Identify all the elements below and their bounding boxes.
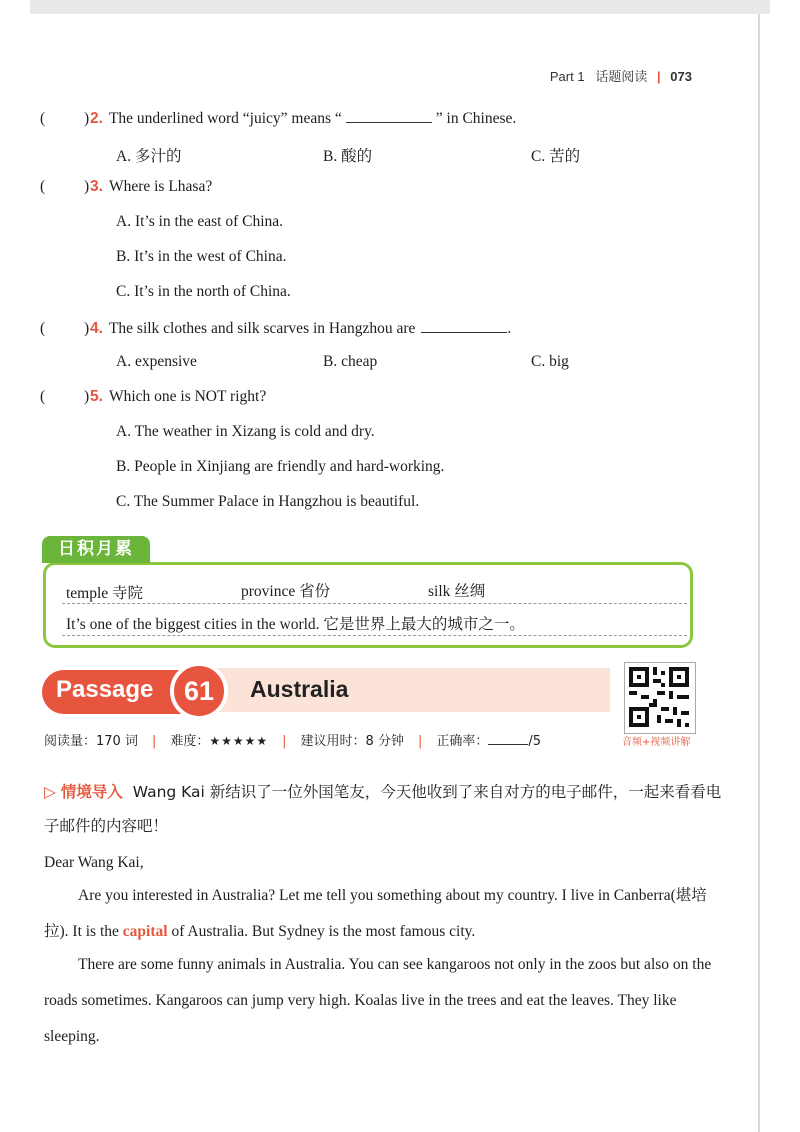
question-number: 4.	[90, 320, 103, 337]
vocab-word: province 省份	[241, 583, 331, 600]
suggested-time: 建议用时：8 分钟	[300, 734, 404, 749]
accuracy-total: /5	[528, 734, 542, 749]
divider	[62, 635, 687, 636]
question-text: The silk clothes and silk scarves in Hangzhou are	[108, 320, 416, 337]
option-b: B. It’s in the west of China.	[116, 248, 287, 265]
page-header: Part 1 话题阅读 | 073	[549, 69, 692, 84]
accuracy-blank[interactable]	[488, 733, 528, 745]
question-text: Which one is NOT right?	[108, 388, 267, 405]
answer-paren-left: (	[40, 110, 46, 127]
question-text-end: ” in Chinese.	[435, 110, 517, 127]
passage-number: 61	[170, 662, 228, 720]
highlight-word: capital	[122, 923, 168, 940]
answer-paren-right: )	[84, 320, 90, 337]
option-c: C. The Summer Palace in Hangzhou is beautiful.	[116, 493, 420, 510]
option-c: C. 苦的	[531, 148, 581, 165]
qr-code-icon[interactable]	[624, 662, 696, 734]
difficulty-label: 难度：	[170, 734, 210, 749]
answer-blank[interactable]	[346, 108, 432, 123]
option-a: A. The weather in Xizang is cold and dry.	[116, 423, 375, 440]
header-part: Part 1	[549, 69, 585, 84]
question-text-end: .	[507, 320, 512, 337]
play-icon: ▷	[44, 783, 56, 801]
intro-tag: 情境导入	[60, 783, 123, 801]
option-b: B. cheap	[323, 353, 378, 370]
option-b: B. People in Xinjiang are friendly and hard-working.	[116, 458, 445, 475]
difficulty-stars-icon: ★★★★★	[209, 734, 269, 748]
question-3	[40, 178, 212, 196]
accuracy-label: 正确率：	[436, 734, 489, 749]
vocab-word: temple 寺院	[66, 585, 144, 602]
scan-right-edge	[758, 14, 760, 1132]
scan-top-edge	[30, 0, 770, 14]
letter-greeting: Dear Wang Kai,	[44, 854, 144, 871]
question-text: Where is Lhasa?	[108, 178, 213, 195]
answer-paren-right: )	[84, 388, 90, 405]
header-topic: 话题阅读	[595, 69, 648, 84]
paragraph-text: of Australia. But Sydney is the most famous city.	[171, 923, 476, 940]
question-2	[40, 108, 516, 128]
question-number: 3.	[90, 178, 103, 195]
letter-paragraph-2: There are some funny animals in Australia. You can see kangaroos not only in the zoos but also on the roads sometimes. Kangaroos can jump very high. Koalas live in the trees and eat the leaves. They like sleeping.	[44, 956, 712, 1045]
page-number: 073	[670, 69, 692, 84]
passage-info: 阅读量：170 词 | 难度：★★★★★ | 建议用时：8 分钟 | 正确率： /5	[44, 734, 542, 749]
qr-caption: 音频+视频讲解	[622, 737, 691, 748]
option-c: C. It’s in the north of China.	[116, 283, 291, 300]
question-text: The underlined word “juicy” means “	[108, 110, 342, 127]
scenario-intro	[44, 775, 724, 843]
letter-paragraph-1	[44, 878, 714, 950]
accumulation-sentence: It’s one of the biggest cities in the world. 它是世界上最大的城市之一。	[66, 616, 525, 633]
option-b: B. 酸的	[323, 148, 373, 165]
option-c: C. big	[531, 353, 569, 370]
option-a: A. 多汁的	[116, 148, 182, 165]
question-number: 5.	[90, 388, 103, 405]
passage-title: Australia	[250, 676, 349, 702]
option-a: A. It’s in the east of China.	[116, 213, 284, 230]
question-number: 2.	[90, 110, 103, 127]
question-4	[40, 318, 511, 338]
answer-paren-left: (	[40, 388, 46, 405]
reading-amount: 阅读量：170 词	[44, 734, 138, 749]
answer-paren-left: (	[40, 178, 46, 195]
passage-label: Passage	[56, 676, 154, 703]
vocab-word: silk 丝绸	[428, 583, 486, 600]
divider	[62, 603, 687, 604]
answer-blank[interactable]	[421, 318, 507, 333]
option-a: A. expensive	[116, 353, 197, 370]
answer-paren-left: (	[40, 320, 46, 337]
answer-paren-right: )	[84, 110, 90, 127]
intro-text: Wang Kai 新结识了一位外国笔友，今天他收到了来自对方的电子邮件，一起来看看电子邮件的内容吧！	[44, 783, 722, 835]
question-5	[40, 388, 266, 406]
accumulation-title: 日积月累	[42, 536, 150, 563]
paragraph-text: Are you interested in Australia? Let me tell you something about my country. I live in Canberra(堪培拉). It is the	[44, 887, 707, 940]
answer-paren-right: )	[84, 178, 90, 195]
